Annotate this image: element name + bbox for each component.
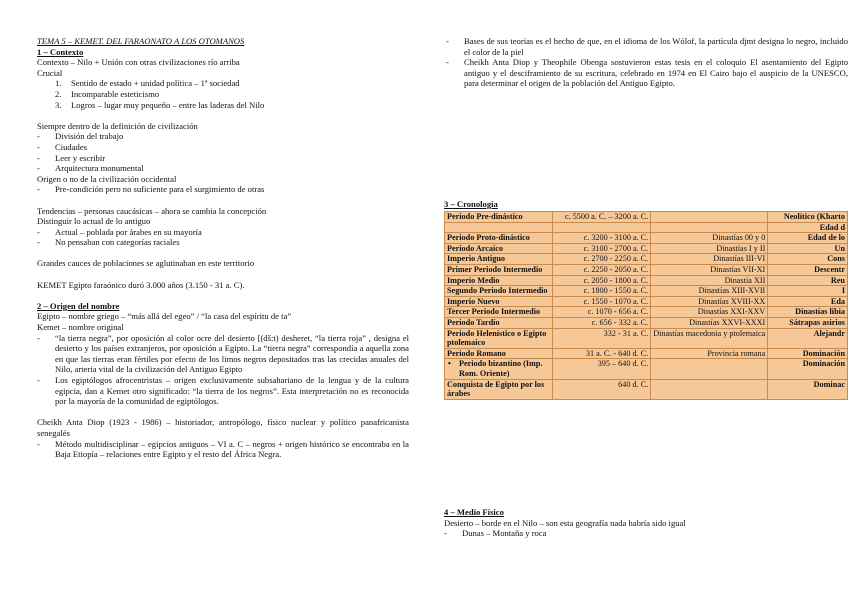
dynasty-cell: Dinastías 00 y 0	[651, 233, 768, 244]
date-cell: c. 2250 - 2050 a. C.	[553, 264, 651, 275]
date-cell: c. 5500 a. C. – 3200 a. C.	[553, 212, 651, 223]
notes-cell: Descentr	[768, 264, 848, 275]
egypt-name-line: Egipto – nombre griego – “más allá del egeo” / “la casa del espíritu de ta”	[37, 311, 292, 322]
chronology-row	[445, 243, 848, 254]
chronology-row	[445, 212, 848, 223]
notes-cell: Sátrapas asirios	[768, 317, 848, 328]
notes-cell: Edad de lo	[768, 233, 848, 244]
date-cell: 640 d. C.	[553, 379, 651, 399]
notes-cell: I	[768, 286, 848, 297]
distinguish-line: Distinguir lo actual de lo antiguo	[37, 216, 151, 227]
crucial-item-1: 1. Sentido de estado + unidad política – 1ª sociedad	[55, 78, 240, 89]
method-paragraph: - Método multidisciplinar – egipcios antiguos – VI a. C – negros + origen histórico se encontraba en la Baja Etiopía – relaciones entre Egipto y el resto del África Negra.	[37, 439, 409, 460]
tendencies-line: Tendencias – personas caucásicas – ahora se cambia la concepción	[37, 205, 267, 216]
period-cell: Tercer Periodo Intermedio	[445, 307, 553, 318]
dynasty-cell	[651, 359, 768, 379]
tendency-item: - Actual – poblada por árabes en su mayoría	[37, 227, 409, 238]
wolof-paragraph: - Bases de sus teorías es el hecho de que, en el idioma de los Wólof, la partícula djmt designa lo negro, incluido el color de la piel	[444, 36, 848, 57]
section-4-heading: 4 – Medio Físico	[444, 507, 504, 517]
kemet-duration: KEMET Egipto faraónico duró 3.000 años (3.150 - 31 a. C).	[37, 279, 245, 290]
chronology-row	[445, 307, 848, 318]
section-3-heading: 3 – Cronología	[444, 199, 498, 209]
period-cell: Periodo Helenístico o Egipto ptolemaico	[445, 328, 553, 348]
civilization-item: - Arquitectura monumental	[37, 163, 409, 174]
period-cell: Primer Periodo Intermedio	[445, 264, 553, 275]
dynasty-cell: Dinastías XXVI-XXXI	[651, 317, 768, 328]
section-4	[444, 507, 848, 539]
civilization-item: - Leer y escribir	[37, 153, 409, 164]
afrocentrist-paragraph: - Los egiptólogos afrocentristas – origen exclusivamente subsahariano de la lengua y de la cultura egipcia, dan a Kemet otro significado: “la tierra de los negros”. Esta interpretación no es reconocida por la mayoría de la comunidad de egiptólogos.	[37, 375, 409, 407]
left-column	[37, 36, 409, 460]
notes-cell: Edad d	[768, 222, 848, 233]
notes-cell: Dominac	[768, 379, 848, 399]
period-cell: Imperio Medio	[445, 275, 553, 286]
date-cell: 395 – 640 d. C.	[553, 359, 651, 379]
notes-cell: Alejandr	[768, 328, 848, 348]
period-cell: Segundo Periodo Intermedio	[445, 286, 553, 297]
period-cell: Periodo Pre-dinástico	[445, 212, 553, 223]
chronology-row	[445, 359, 848, 379]
chronology-row	[445, 379, 848, 399]
populations-line: Grandes cauces de poblaciones se aglutinaban en este territorio	[37, 258, 255, 269]
dunes-item: - Dunas – Montaña y roca	[444, 528, 848, 539]
date-cell: c. 1070 - 656 a. C.	[553, 307, 651, 318]
dynasty-cell: Dinastías XVIII-XX	[651, 296, 768, 307]
date-cell	[553, 222, 651, 233]
crucial-item-3: 3. Logros – lugar muy pequeño – entre las laderas del Nilo	[55, 99, 265, 110]
dynasty-cell	[651, 222, 768, 233]
civilization-item: - Ciudades	[37, 142, 409, 153]
period-cell: Imperio Nuevo	[445, 296, 553, 307]
date-cell: c. 2050 - 1800 a. C.	[553, 275, 651, 286]
dynasty-cell: Provincia romana	[651, 348, 768, 359]
period-cell: Periodo Tardío	[445, 317, 553, 328]
period-cell	[445, 222, 553, 233]
desert-line: Desierto – borde en el Nilo – son esta geografía nada habría sido igual	[444, 517, 686, 528]
occidental-item: - Pre-condición pero no suficiente para el surgimiento de otras	[37, 184, 409, 195]
chronology-row	[445, 328, 848, 348]
period-cell: Conquista de Egipto por los árabes	[445, 379, 553, 399]
unesco-paragraph: - Cheikh Anta Diop y Theophile Obenga sostuvieron estas tesis en el coloquio El asentamiento del Egipto antiguo y el desciframiento de su escritura, celebrado en 1974 en El Cairo bajo el auspicio de la UNESCO, para determinar el origen de la población del Antiguo Egipto.	[444, 57, 848, 89]
black-land-paragraph: - “la tierra negra”, por oposición al color ocre del desierto [(dš:t) desheret, “la tierra roja” , designa el desierto y los países extranjeros, por oposición a Egipto. La “tierra negra” correspondía a aquella zona en que las tierras eran fértiles por efecto de los limos negros depositados tras las crecidas anuales del Nilo, arteria vital de la civilización del Antiguo Egipto	[37, 333, 409, 375]
chronology-row	[445, 317, 848, 328]
section-2-heading: 2 – Origen del nombre	[37, 300, 120, 311]
civilization-item: - División del trabajo	[37, 131, 409, 142]
chronology-row	[445, 296, 848, 307]
period-cell: Periodo Romano	[445, 348, 553, 359]
date-cell: 332 - 31 a. C.	[553, 328, 651, 348]
section-1-heading: 1 – Contexto	[37, 46, 84, 57]
chronology-row	[445, 264, 848, 275]
dynasty-cell: Dinastías XXI-XXV	[651, 307, 768, 318]
right-column	[444, 36, 848, 89]
chronology-row	[445, 286, 848, 297]
date-cell: c. 3100 - 2700 a. C.	[553, 243, 651, 254]
dynasty-cell: Dinastías VII-XI	[651, 264, 768, 275]
tendency-item: - No pensaban con categorías raciales	[37, 237, 409, 248]
period-cell: • Periodo bizantino (Imp. Rom. Oriente)	[445, 359, 553, 379]
cheikh-anta-diop-line: Cheikh Anta Diop (1923 - 1986) – historiador, antropólogo, físico nuclear y político panafricanista senegalés	[37, 417, 409, 438]
document-title: TEMA 5 – KEMET. DEL FARAONATO A LOS OTOMANOS	[37, 36, 245, 46]
period-cell: Periodo Proto-dinástico	[445, 233, 553, 244]
dynasty-cell: Dinastías XIII-XVII	[651, 286, 768, 297]
chronology-row	[445, 254, 848, 265]
notes-cell: Un	[768, 243, 848, 254]
date-cell: 31 a. C. - 640 d. C.	[553, 348, 651, 359]
dynasty-cell: Dinastías III-VI	[651, 254, 768, 265]
date-cell: c. 1550 - 1070 a. C.	[553, 296, 651, 307]
notes-cell: Dinastías libia	[768, 307, 848, 318]
chronology-table	[444, 211, 848, 400]
date-cell: c. 656 - 332 a. C.	[553, 317, 651, 328]
dynasty-cell: Dinastías I y II	[651, 243, 768, 254]
crucial-item-2: 2. Incomparable esteticismo	[55, 88, 160, 99]
period-cell: Imperio Antiguo	[445, 254, 553, 265]
date-cell: c. 3200 - 3100 a. C.	[553, 233, 651, 244]
date-cell: c. 2700 - 2250 a. C.	[553, 254, 651, 265]
chronology-row	[445, 222, 848, 233]
date-cell: c. 1800 - 1550 a. C.	[553, 286, 651, 297]
chronology-row	[445, 348, 848, 359]
notes-cell: Neolítico (Kharto	[768, 212, 848, 223]
period-cell: Periodo Arcaico	[445, 243, 553, 254]
notes-cell: Eda	[768, 296, 848, 307]
notes-cell: Dominación	[768, 348, 848, 359]
chronology-row	[445, 233, 848, 244]
chronology-row	[445, 275, 848, 286]
notes-cell: Dominación	[768, 359, 848, 379]
notes-cell: Reu	[768, 275, 848, 286]
dynasty-cell	[651, 379, 768, 399]
kemet-name-line: Kemet – nombre original	[37, 322, 124, 333]
occidental-intro: Origen o no de la civilización occidental	[37, 173, 177, 184]
dynasty-cell	[651, 212, 768, 223]
crucial-label: Crucial	[37, 67, 63, 78]
dynasty-cell: Dinastía XII	[651, 275, 768, 286]
context-line: Contexto – Nilo + Unión con otras civilizaciones río arriba	[37, 57, 240, 68]
notes-cell: Cons	[768, 254, 848, 265]
civilization-intro: Siempre dentro de la definición de civilización	[37, 120, 198, 131]
dynasty-cell: Dinastías macedonia y ptolemaica	[651, 328, 768, 348]
